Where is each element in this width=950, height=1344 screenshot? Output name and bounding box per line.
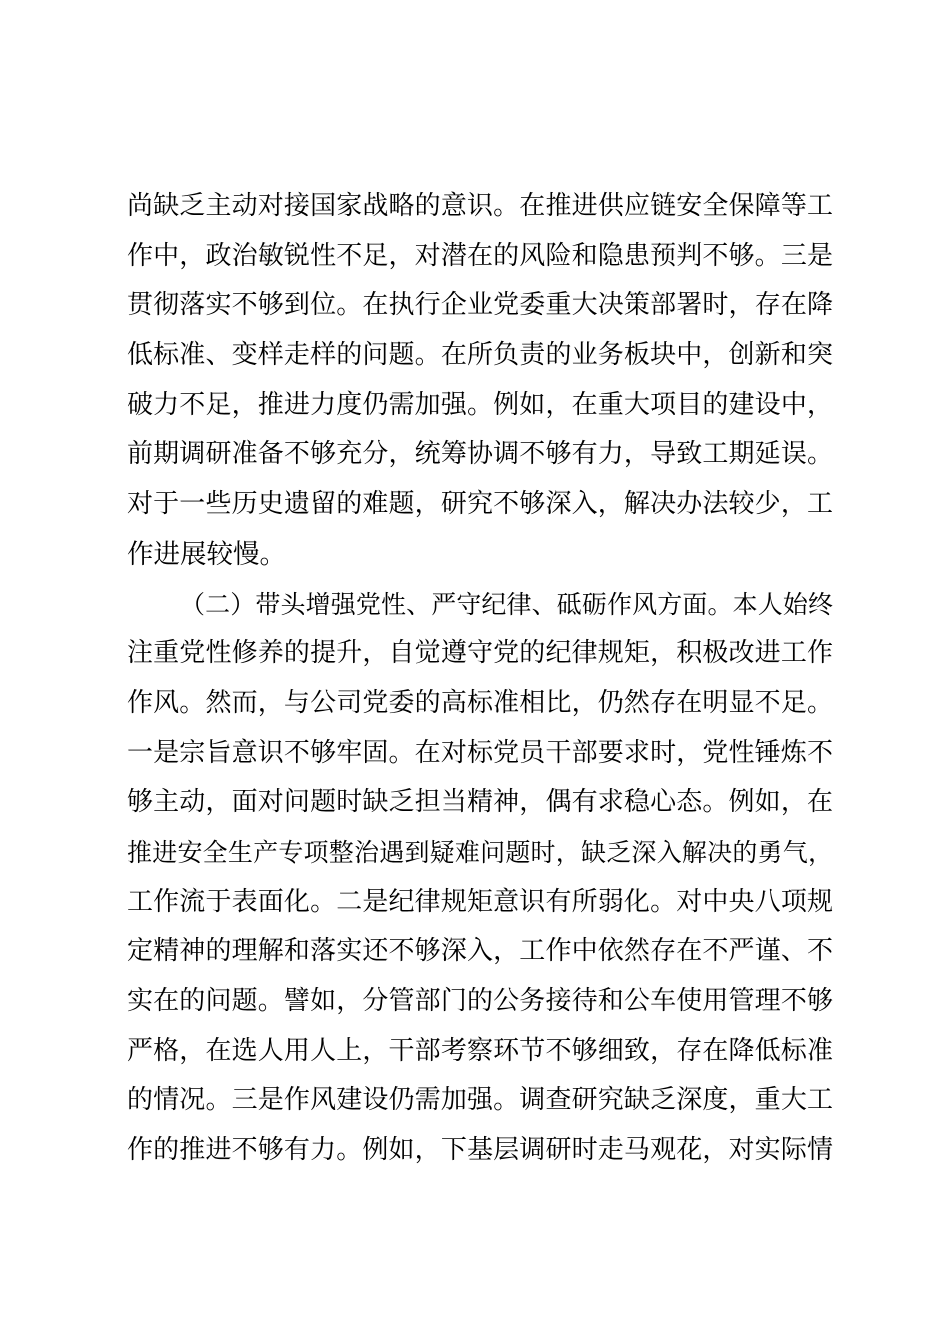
text-line: 作的推进不够有力。例如，下基层调研时走马观花，对实际情 [127,1135,833,1166]
text-line: 严格，在选人用人上，干部考察环节不够细致，存在降低标准 [127,1035,833,1066]
body-text [127,182,833,1176]
text-line: 对于一些历史遗留的难题，研究不够深入，解决办法较少，工 [127,489,833,520]
text-line: 注重党性修养的提升，自觉遵守党的纪律规矩，积极改进工作 [127,638,833,669]
text-line: 一是宗旨意识不够牢固。在对标党员干部要求时，党性锤炼不 [127,737,833,768]
text-line: 贯彻落实不够到位。在执行企业党委重大决策部署时，存在降 [127,290,833,321]
text-line: 实在的问题。譬如，分管部门的公务接待和公车使用管理不够 [127,986,833,1016]
text-line: 够主动，面对问题时缺乏担当精神，偶有求稳心态。例如，在 [127,787,833,818]
paragraph-1 [127,182,833,580]
text-line: 低标准、变样走样的问题。在所负责的业务板块中，创新和突 [127,340,833,371]
text-line: 作中，政治敏锐性不足，对潜在的风险和隐患预判不够。三是 [127,240,833,271]
text-line: 推进安全生产专项整治遇到疑难问题时，缺乏深入解决的勇气， [127,837,833,867]
text-line: 定精神的理解和落实还不够深入，工作中依然存在不严谨、不 [127,936,833,967]
text-line: 破力不足，推进力度仍需加强。例如，在重大项目的建设中， [127,389,833,420]
text-line: 尚缺乏主动对接国家战略的意识。在推进供应链安全保障等工 [127,191,833,221]
text-line: 作进展较慢。 [127,538,286,570]
text-line: （二）带头增强党性、严守纪律、砥砺作风方面。本人始终 [180,589,833,619]
text-line: 的情况。三是作风建设仍需加强。调查研究缺乏深度，重大工 [127,1085,833,1116]
text-line: 工作流于表面化。二是纪律规矩意识有所弱化。对中央八项规 [127,886,833,917]
text-line: 前期调研准备不够充分，统筹协调不够有力，导致工期延误。 [127,439,833,470]
text-line: 作风。然而，与公司党委的高标准相比，仍然存在明显不足。 [127,687,833,718]
paragraph-2 [127,580,833,1176]
